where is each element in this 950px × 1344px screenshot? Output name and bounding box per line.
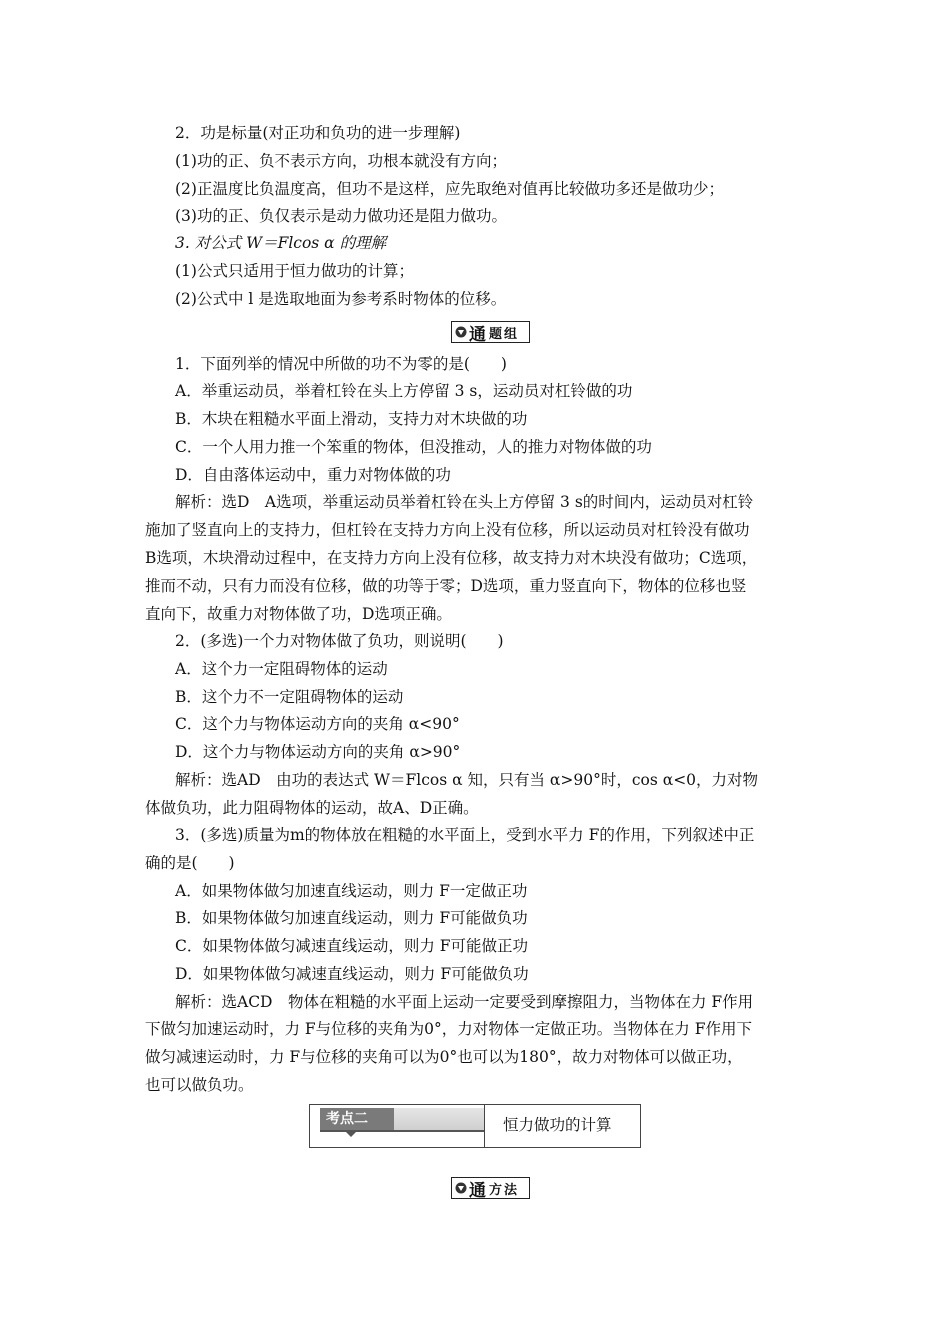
badge-big-char: 通	[469, 324, 486, 345]
section-tab: 考点二	[320, 1108, 394, 1130]
tong-fangfa-badge	[451, 1177, 530, 1199]
answer-line: 解析：选ACD 物体在粗糙的水平面上运动一定要受到摩擦阻力，当物体在力 F作用	[175, 993, 754, 1011]
answer-line: 也可以做负功。	[145, 1076, 254, 1094]
option-line: C．这个力与物体运动方向的夹角 α<90°	[175, 715, 460, 733]
option-line: D．如果物体做匀减速直线运动，则力 F可能做负功	[175, 965, 529, 983]
option-line: B．如果物体做匀加速直线运动，则力 F可能做负功	[175, 909, 528, 927]
text-line: (3)功的正、负仅表示是动力做功还是阻力做功。	[175, 207, 507, 225]
text-line: (1)功的正、负不表示方向，功根本就没有方向；	[175, 152, 507, 170]
option-line: D．自由落体运动中，重力对物体做的功	[175, 466, 451, 484]
answer-line: 推而不动，只有力而没有位移，做的功等于零；D选项，重力竖直向下，物体的位移也竖	[145, 577, 747, 595]
answer-line: 做匀减速运动时，力 F与位移的夹角可以为0°也可以为180°，故力对物体可以做正功，	[145, 1048, 743, 1066]
option-line: B．这个力不一定阻碍物体的运动	[175, 688, 404, 706]
section-underline	[320, 1130, 484, 1132]
question-line: 确的是( )	[145, 854, 235, 872]
down-triangle-icon	[454, 325, 468, 339]
answer-line: 施加了竖直向上的支持力，但杠铃在支持力方向上没有位移，所以运动员对杠铃没有做功	[145, 521, 750, 539]
section-notch	[346, 1132, 356, 1137]
answer-line: B选项，木块滑动过程中，在支持力方向上没有位移，故支持力对木块没有做功；C选项，	[145, 549, 758, 567]
option-line: A．举重运动员，举着杠铃在头上方停留 3 s，运动员对杠铃做的功	[175, 382, 633, 400]
badge-big-char: 通	[469, 1180, 486, 1201]
section-tab-bar	[394, 1108, 484, 1130]
text-line: 2．功是标量(对正功和负功的进一步理解)	[175, 124, 461, 142]
section-header-kaodian2	[309, 1104, 641, 1148]
tong-tizu-badge	[451, 321, 530, 343]
answer-line: 直向下，故重力对物体做了功，D选项正确。	[145, 605, 452, 623]
badge-label: 题组	[489, 326, 520, 342]
option-line: B．木块在粗糙水平面上滑动，支持力对木块做的功	[175, 410, 528, 428]
option-line: A．如果物体做匀加速直线运动，则力 F一定做正功	[175, 882, 528, 900]
answer-line: 解析：选D A选项，举重运动员举着杠铃在头上方停留 3 s的时间内，运动员对杠铃	[175, 493, 754, 511]
question-line: 3．(多选)质量为m的物体放在粗糙的水平面上，受到水平力 F的作用，下列叙述中正	[175, 826, 755, 844]
text-line: (2)公式中 l 是选取地面为参考系时物体的位移。	[175, 290, 507, 308]
answer-line: 体做负功，此力阻碍物体的运动，故A、D正确。	[145, 799, 479, 817]
text-line: (2)正温度比负温度高，但功不是这样，应先取绝对值再比较做功多还是做功少；	[175, 180, 724, 198]
answer-line: 解析：选AD 由功的表达式 W＝Flcos α 知，只有当 α>90°时，cos α<0，力对物	[175, 771, 759, 789]
question-line: 1．下面列举的情况中所做的功不为零的是( )	[175, 355, 507, 373]
text-line: (1)公式只适用于恒力做功的计算；	[175, 262, 414, 280]
badge-label: 方法	[489, 1182, 520, 1198]
option-line: D．这个力与物体运动方向的夹角 α>90°	[175, 743, 461, 761]
section-divider	[484, 1105, 485, 1147]
section-title: 恒力做功的计算	[503, 1116, 612, 1134]
question-line: 2．(多选)一个力对物体做了负功，则说明( )	[175, 632, 504, 650]
down-triangle-icon	[454, 1181, 468, 1195]
option-line: C．如果物体做匀减速直线运动，则力 F可能做正功	[175, 937, 529, 955]
option-line: C．一个人用力推一个笨重的物体，但没推动，人的推力对物体做的功	[175, 438, 652, 456]
answer-line: 下做匀加速运动时，力 F与位移的夹角为0°，力对物体一定做正功。当物体在力 F作用下	[145, 1020, 752, 1038]
option-line: A．这个力一定阻碍物体的运动	[175, 660, 388, 678]
text-line: 3. 对公式 W＝Flcos α 的理解	[175, 234, 387, 252]
